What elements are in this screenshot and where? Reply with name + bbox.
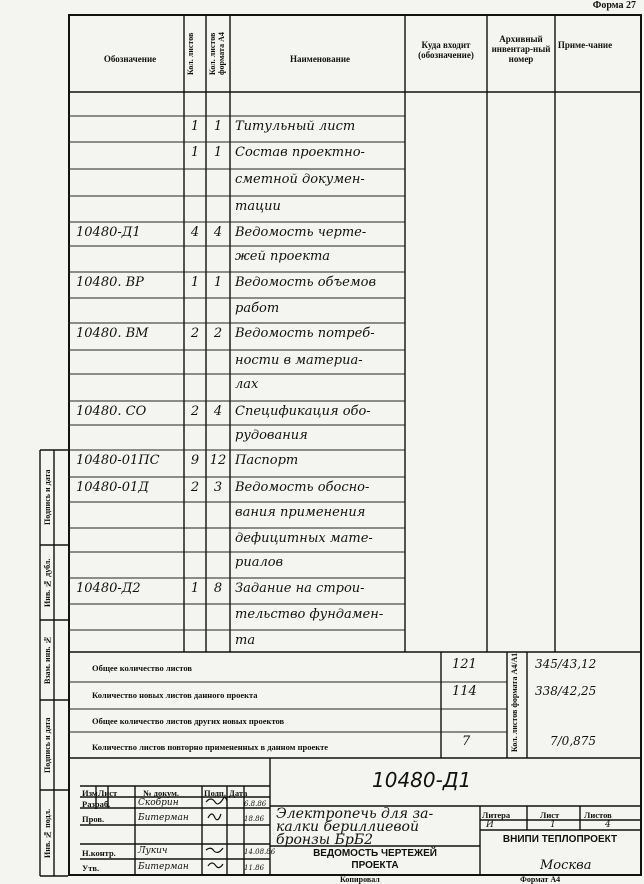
row-a4-sheets: 4 [213,225,223,240]
stamp-person: Битерман [138,813,189,823]
stamp-person: Скобрин [138,798,179,808]
total-label: Общее количество листов [92,663,192,673]
row-designation: 10480-01ПС [76,453,160,468]
row-name: сметной докумен- [235,172,365,187]
stamp-sheet-label: Лист [540,810,560,820]
signature-mark [206,797,227,804]
stamp-sheets: 4 [605,820,611,830]
city: Москва [540,858,592,873]
row-name: вания применения [235,505,366,520]
document-title: ВЕДОМОСТЬ ЧЕРТЕЖЕЙ ПРОЕКТА [313,848,437,871]
row-a4-sheets: 1 [213,145,223,160]
row-name: та [235,633,256,648]
row-a4-sheets: 12 [209,453,227,468]
row-name: рудования [235,428,308,443]
stamp-header: № докум. [143,788,180,798]
side-label: Инв. № подл. [43,808,52,858]
row-designation: 10480. ВМ [76,326,149,341]
row-sheets: 1 [190,275,200,290]
row-name: Титульный лист [235,119,356,134]
footer-format: Формат А4 [520,875,561,884]
total-a4: 345/43,12 [535,657,597,671]
row-name: Ведомость объемов [235,275,377,290]
stamp-role: Разраб. [82,799,111,809]
row-name: работ [235,301,280,316]
organization: ВНИПИ ТЕПЛОПРОЕКТ [502,834,618,845]
row-name: тации [235,199,281,214]
stamp-litera: И [486,820,494,830]
row-name: Ведомость потреб- [235,326,375,341]
row-a4-sheets: 8 [213,581,223,596]
document-code: 10480-Д1 [372,768,472,792]
stamp-role: Н.контр. [82,848,116,858]
header-designation: Обозначение [103,54,157,64]
stamp-header: Изм [82,788,98,798]
footer-copy: Копировал [340,875,380,884]
total-label: Количество новых листов данного проекта [92,690,258,700]
stamp-sheet: 1 [550,820,556,830]
form-label: Форма 27 [592,0,636,11]
row-designation: 10480. ВР [76,275,144,290]
row-name: Ведомость черте- [235,225,367,240]
totals-side-label: Кол. листов формата А4/А1 [510,652,519,752]
stamp-sheets-label: Листов [584,810,612,820]
row-sheets: 1 [190,145,200,160]
stamp-role: Утв. [82,863,100,873]
row-name: лах [235,377,259,392]
row-sheets: 2 [190,480,200,495]
stamp-title-line: Электропечь для за- [276,806,434,822]
header-sheets-a4: Кол. листов формата А4 [208,32,226,76]
side-label: Взам. инв. № [43,635,52,685]
signature-mark [206,848,223,852]
stamp-header: Подп. [204,788,226,798]
stamp-person: Лукич [138,846,168,856]
total-count: 121 [452,657,477,672]
row-name: Задание на строи- [235,581,365,596]
header-note: Приме-чание [557,40,613,50]
stamp-date: 14.08.86 [244,848,276,856]
signature-mark [208,814,221,820]
header-sheets-count: Кол. листов [186,32,195,76]
row-sheets: 1 [190,119,200,134]
row-name: риалов [235,555,284,570]
stamp-date: 11.86 [244,864,265,872]
side-label: Подпись и дата [43,717,52,773]
row-designation: 10480-01Д [76,480,149,495]
stamp-role: Пров. [82,814,105,824]
side-label: Инв. № дубл. [43,558,52,608]
row-designation: 10480-Д2 [76,581,141,596]
row-name: Состав проектно- [235,145,365,160]
stamp-litera-label: Литера [482,810,511,820]
row-sheets: 1 [190,581,200,596]
header-where-included: Куда входит (обозначение) [418,40,474,60]
stamp-header: Лист [98,788,118,798]
stamp-title-line: бронзы БрБ2 [276,832,374,848]
row-designation: 10480. СО [76,404,147,419]
row-a4-sheets: 3 [213,480,223,495]
stamp-title-line: калки бериллиевой [276,819,419,835]
row-name: тельство фундамен- [235,607,384,622]
row-sheets: 2 [190,404,200,419]
stamp-date: 18.86 [244,815,265,823]
total-label: Общее количество листов других новых проектов [92,716,285,726]
stamp-header: Дата [229,788,248,798]
row-a4-sheets: 1 [213,275,223,290]
header-name: Наименование [290,54,350,64]
stamp-person: Битерман [138,862,189,872]
row-sheets: 2 [190,326,200,341]
total-count: 7 [462,734,471,749]
row-sheets: 4 [190,225,200,240]
stamp-date: 6.8.86 [244,800,267,808]
total-label: Количество листов повторно примененных в данном проекте [92,742,329,752]
row-a4-sheets: 4 [213,404,223,419]
row-name: Ведомость обосно- [235,480,370,495]
total-a4: 7/0,875 [550,734,597,748]
row-a4-sheets: 2 [213,326,223,341]
signature-mark [208,863,223,868]
total-a4: 338/42,25 [535,684,597,698]
row-name: жей проекта [235,249,331,264]
row-name: дефицитных мате- [235,531,373,546]
row-name: Паспорт [235,453,299,468]
total-count: 114 [452,684,477,699]
row-designation: 10480-Д1 [76,225,141,240]
row-name: Спецификация обо- [235,404,371,419]
side-label: Подпись и дата [43,469,52,525]
row-sheets: 9 [190,453,200,468]
stamp-title [276,808,433,847]
row-name: ности в материа- [235,353,363,368]
header-archive-number: Архивный инвентар-ный номер [491,34,551,64]
row-a4-sheets: 1 [213,119,223,134]
